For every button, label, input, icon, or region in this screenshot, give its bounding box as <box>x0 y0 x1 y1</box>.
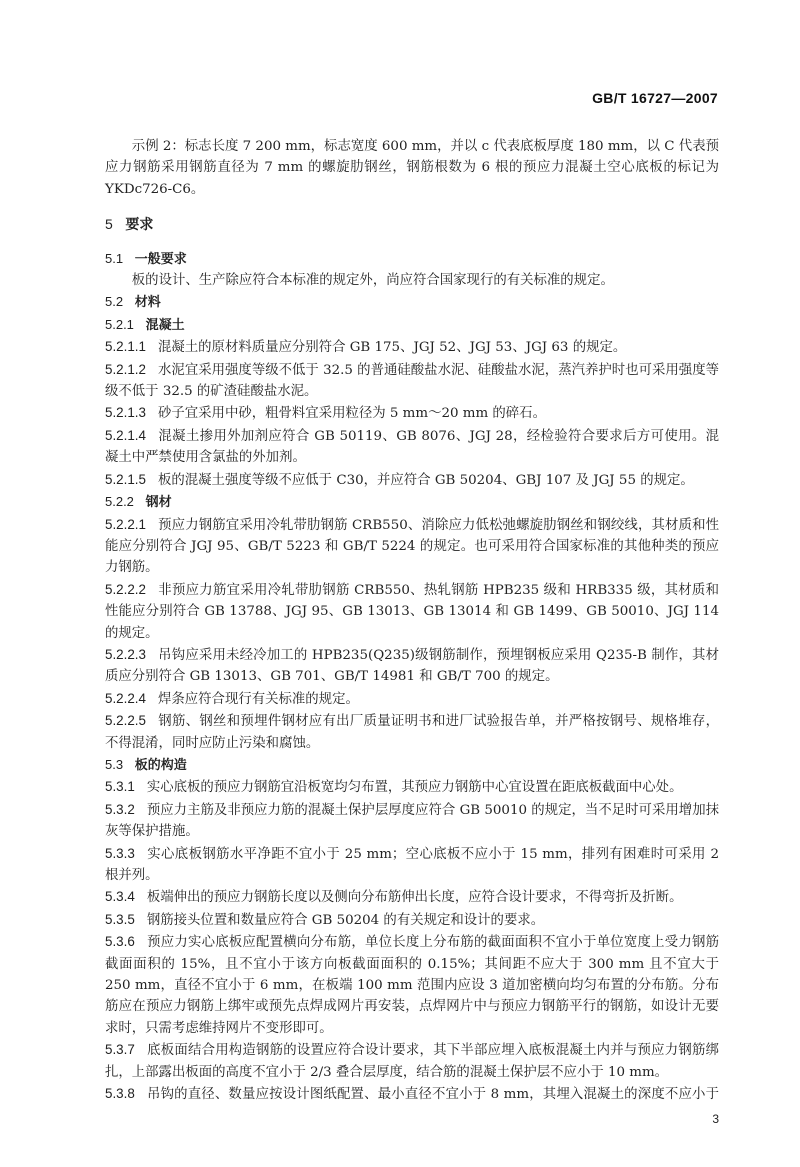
clause-number: 5.3.4 <box>105 889 135 905</box>
clause-text: 混凝土的原材料质量应分别符合 GB 175、JGJ 52、JGJ 53、JGJ 63 的规定。 <box>158 340 627 356</box>
clause-number: 5.3.6 <box>105 934 135 950</box>
clause-text: 预应力实心底板应配置横向分布筋，单位长度上分布筋的截面面积不宜小于单位宽度上受力钢筋截面面积的 15%，且不宜小于该方向板截面面积的 0.15%；其间距不应大于 300 mm 且不宜大于 250 mm，直径不宜小于 6 mm，在板端 100 mm 范围内应设 3 道加密横向均匀布置的分布筋。分布筋应在预应力钢筋上绑牢或预先点焊成网片再安装，点焊网片中与预应力钢筋平行的钢筋，如设计无要求时，只需考虑维持网片不变形即可。 <box>105 935 719 1036</box>
clause-number: 5.2.2.4 <box>105 690 146 706</box>
clause-text: 板端伸出的预应力钢筋长度以及侧向分布筋伸出长度，应符合设计要求，不得弯折及折断。 <box>146 890 683 906</box>
section-heading <box>105 314 719 336</box>
clause-paragraph <box>105 402 719 424</box>
paragraph-list <box>105 248 719 1106</box>
clause-number: 5.1 <box>105 250 124 266</box>
clause-paragraph <box>105 359 719 403</box>
chapter-number: 5 <box>105 216 113 233</box>
clause-paragraph <box>105 644 719 688</box>
clause-text: 吊钩应采用未经冷加工的 HPB235(Q235)级钢筋制作，预埋钢板应采用 Q235-B 制作，其材质应分别符合 GB 13013、GB 701、GB/T 14981 和 GB/T 700 的规定。 <box>105 647 719 685</box>
clause-paragraph <box>105 1083 719 1105</box>
document-body <box>105 136 719 1105</box>
clause-number: 5.3.1 <box>105 779 135 795</box>
clause-paragraph <box>105 579 719 644</box>
clause-number: 5.3.5 <box>105 911 135 927</box>
clause-text: 混凝土掺用外加剂应符合 GB 50119、GB 8076、JGJ 28，经检验符合要求后方可使用。混凝土中严禁使用含氯盐的外加剂。 <box>105 428 719 466</box>
clause-text: 板的构造 <box>134 757 187 773</box>
clause-number: 5.3.8 <box>105 1086 135 1102</box>
clause-text: 非预应力筋宜采用冷轧带肋钢筋 CRB550、热轧钢筋 HPB235 级和 HRB335 级，其材质和性能应分别符合 GB 13788、JGJ 95、GB 13013、GB 13014 和 GB 1499、GB 50010、JGJ 114 的规定。 <box>105 582 719 641</box>
clause-number: 5.2.1.4 <box>105 427 146 443</box>
standard-number-header: GB/T 16727—2007 <box>592 90 718 106</box>
clause-text: 实心底板的预应力钢筋宜沿板宽均匀布置，其预应力钢筋中心宜设置在距底板截面中心处。 <box>146 780 683 796</box>
clause-number: 5.3.2 <box>105 801 135 817</box>
clause-text: 预应力钢筋宜采用冷轧带肋钢筋 CRB550、消除应力低松弛螺旋肋钢丝和钢绞线，其材质和性能应分别符合 JGJ 95、GB/T 5223 和 GB/T 5224 的规定。也可采用符合国家标准的其他种类的预应力钢筋。 <box>105 517 719 576</box>
section-heading <box>105 291 719 313</box>
clause-paragraph <box>105 886 719 908</box>
clause-number: 5.2.2.5 <box>105 713 146 729</box>
clause-number: 5.2 <box>105 294 124 310</box>
clause-paragraph <box>105 909 719 931</box>
clause-paragraph <box>105 425 719 469</box>
clause-number: 5.2.1.3 <box>105 405 146 421</box>
clause-text: 预应力主筋及非预应力筋的混凝土保护层厚度应符合 GB 50010 的规定，当不足时可采用增加抹灰等保护措施。 <box>105 802 719 840</box>
clause-text: 板的混凝土强度等级不应低于 C30，并应符合 GB 50204、GBJ 107 及 JGJ 55 的规定。 <box>158 472 694 488</box>
clause-text: 焊条应符合现行有关标准的规定。 <box>158 691 359 707</box>
clause-paragraph <box>105 688 719 710</box>
section-heading <box>105 491 719 513</box>
clause-text: 底板面结合用构造钢筋的设置应符合设计要求，其下半部应埋入底板混凝土内并与预应力钢筋绑扎，上部露出板面的高度不宜小于 2/3 叠合层厚度，结合筋的混凝土保护层不应小于 10 mm。 <box>105 1043 719 1080</box>
clause-text: 钢筋、钢丝和预埋件钢材应有出厂质量证明书和进厂试验报告单，并严格按钢号、规格堆存，不得混淆，同时应防止污染和腐蚀。 <box>105 714 719 751</box>
clause-paragraph <box>105 469 719 491</box>
page-number: 3 <box>712 1112 719 1127</box>
clause-text: 砂子宜采用中砂，粗骨料宜采用粒径为 5 mm～20 mm 的碎石。 <box>158 406 546 422</box>
clause-text: 材料 <box>134 295 161 311</box>
section-heading <box>105 754 719 776</box>
clause-paragraph <box>105 1039 719 1083</box>
clause-text: 吊钩的直径、数量应按设计图纸配置、最小直径不宜小于 8 mm，其埋入混凝土的深度不应小于 <box>146 1087 719 1103</box>
clause-text: 水泥宜采用强度等级不低于 32.5 的普通硅酸盐水泥、硅酸盐水泥，蒸汽养护时也可采用强度等级不低于 32.5 的矿渣硅酸盐水泥。 <box>105 362 719 400</box>
clause-text: 板的设计、生产除应符合本标准的规定外，尚应符合国家现行的有关标准的规定。 <box>131 273 614 289</box>
clause-paragraph <box>105 843 719 887</box>
clause-paragraph <box>105 931 719 1039</box>
clause-paragraph <box>105 710 719 754</box>
clause-number: 5.3.7 <box>105 1042 135 1058</box>
clause-number: 5.3.3 <box>105 845 135 861</box>
chapter-title: 要求 <box>125 217 154 234</box>
clause-number: 5.2.2.1 <box>105 516 146 532</box>
clause-number: 5.2.1 <box>105 316 134 332</box>
clause-paragraph <box>105 799 719 843</box>
clause-number: 5.2.2 <box>105 494 134 510</box>
clause-text: 混凝土 <box>145 317 185 333</box>
clause-number: 5.3 <box>105 756 124 772</box>
clause-paragraph <box>105 776 719 798</box>
clause-number: 5.2.1.2 <box>105 361 146 377</box>
clause-paragraph <box>105 270 719 291</box>
example-paragraph: 示例 2：标志长度 7 200 mm，标志宽度 600 mm，并以 c 代表底板厚度 180 mm，以 C 代表预应力钢筋采用钢筋直径为 7 mm 的螺旋肋钢丝，钢筋根数为 6 根的预应力混凝土空心底板的标记为 YKDc726-C6。 <box>105 139 719 197</box>
clause-number: 5.2.1.1 <box>105 339 146 355</box>
clause-text: 实心底板钢筋水平净距不宜小于 25 mm；空心底板不应小于 15 mm，排列有困难时可采用 2 根并列。 <box>105 846 719 883</box>
section-heading <box>105 248 719 270</box>
clause-text: 钢筋接头位置和数量应符合 GB 50204 的有关规定和设计的要求。 <box>146 912 545 928</box>
clause-number: 5.2.1.5 <box>105 471 146 487</box>
clause-number: 5.2.2.2 <box>105 581 146 597</box>
chapter-heading <box>105 214 719 236</box>
clause-text: 钢材 <box>145 495 172 511</box>
clause-paragraph <box>105 514 719 579</box>
clause-number: 5.2.2.3 <box>105 646 146 662</box>
clause-paragraph <box>105 336 719 358</box>
clause-text: 一般要求 <box>134 251 187 267</box>
